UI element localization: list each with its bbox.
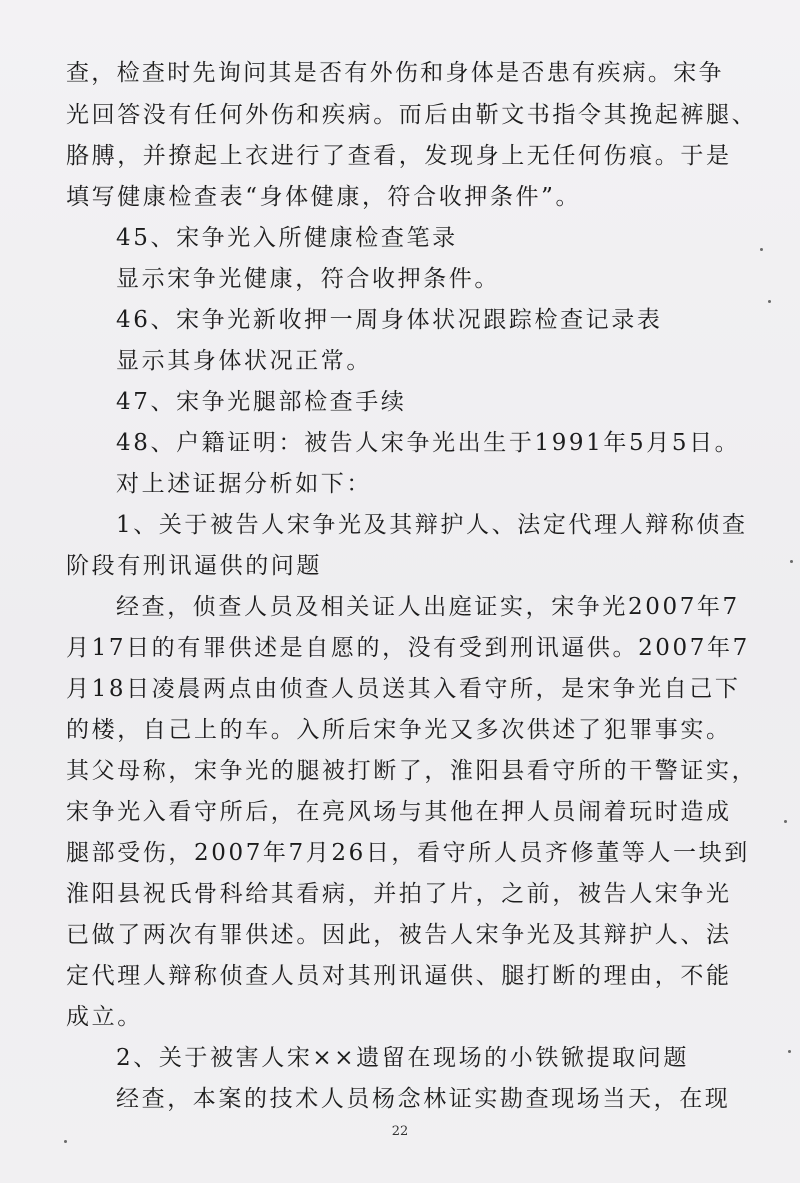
- text-line: 成立。: [66, 1004, 143, 1030]
- section-heading-1-cont: 阶段有刑讯逼供的问题: [66, 553, 322, 579]
- scan-speck: [784, 820, 787, 823]
- text-line: 定代理人辩称侦查人员对其刑讯逼供、腿打断的理由，不能: [66, 963, 732, 989]
- text-line: 宋争光入看守所后，在亮风场与其他在押人员闹着玩时造成: [66, 799, 732, 825]
- section-heading-2: 2、关于被害人宋××遗留在现场的小铁锨提取问题: [116, 1045, 689, 1071]
- text-line: 已做了两次有罪供述。因此，被告人宋争光及其辩护人、法: [66, 922, 732, 948]
- text-line: 显示其身体状况正常。: [116, 348, 372, 374]
- evidence-item-48: 48、户籍证明：被告人宋争光出生于1991年5月5日。: [116, 430, 741, 456]
- scan-speck: [768, 300, 771, 303]
- text-line: 胳膊，并撩起上衣进行了查看，发现身上无任何伤痕。于是: [66, 143, 732, 169]
- evidence-item-46: 46、宋争光新收押一周身体状况跟踪检查记录表: [116, 307, 663, 333]
- section-heading-1: 1、关于被告人宋争光及其辩护人、法定代理人辩称侦查: [116, 512, 748, 538]
- text-line: 的楼，自己上的车。入所后宋争光又多次供述了犯罪事实。: [66, 717, 732, 743]
- text-line: 填写健康检查表“身体健康，符合收押条件”。: [66, 184, 582, 210]
- text-line: 月17日的有罪供述是自愿的，没有受到刑讯逼供。2007年7: [66, 635, 750, 661]
- text-line: 腿部受伤，2007年7月26日，看守所人员齐修董等人一块到: [66, 840, 750, 866]
- page-number: 22: [391, 1124, 409, 1139]
- text-line: 月18日凌晨两点由侦查人员送其入看守所，是宋争光自己下: [66, 676, 741, 702]
- text-line: 其父母称，宋争光的腿被打断了，淮阳县看守所的干警证实，: [66, 758, 758, 784]
- text-line: 查，检查时先询问其是否有外伤和身体是否患有疾病。宋争: [66, 60, 724, 86]
- scan-speck: [790, 560, 793, 563]
- text-line: 经查，本案的技术人员杨念林证实勘查现场当天，在现: [116, 1086, 731, 1112]
- text-line: 对上述证据分析如下：: [116, 471, 372, 497]
- text-line: 经查，侦查人员及相关证人出庭证实，宋争光2007年7: [116, 594, 740, 620]
- text-line: 显示宋争光健康，符合收押条件。: [116, 266, 500, 292]
- evidence-item-47: 47、宋争光腿部检查手续: [116, 389, 407, 415]
- evidence-item-45: 45、宋争光入所健康检查笔录: [116, 225, 458, 251]
- text-line: 光回答没有任何外伤和疾病。而后由靳文书指令其挽起裤腿、: [66, 102, 758, 128]
- scan-speck: [64, 1140, 67, 1143]
- scan-speck: [760, 248, 763, 251]
- text-line: 淮阳县祝氏骨科给其看病，并拍了片，之前，被告人宋争光: [66, 881, 732, 907]
- scan-speck: [788, 1050, 791, 1053]
